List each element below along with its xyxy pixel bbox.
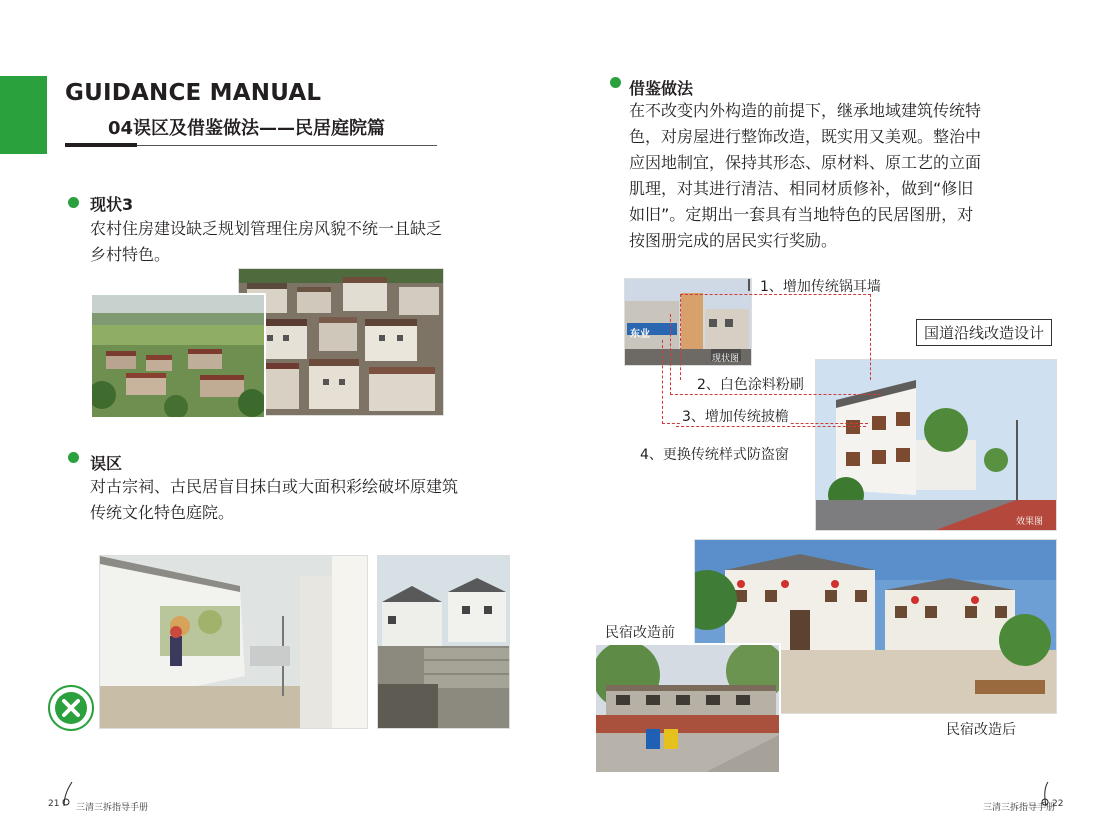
annotation-label-4: 4、更换传统样式防盗窗 — [640, 447, 789, 463]
footer-text-left: 三清三拆指导手册 — [76, 803, 149, 813]
label-tick — [748, 279, 750, 291]
bullet-icon — [68, 452, 79, 463]
manual-title: GUIDANCE MANUAL — [65, 80, 322, 106]
title-divider-accent — [65, 143, 137, 147]
green-tab — [0, 76, 47, 154]
page-number-right: 22 — [1052, 799, 1064, 809]
leaf-icon — [1036, 780, 1052, 808]
footer-text-right: 三清三拆指导手册 — [983, 803, 1056, 813]
callout-line-4 — [676, 426, 866, 427]
section-title: 04误区及借鉴做法——民居庭院篇 — [108, 118, 386, 139]
status-heading: 现状3 — [90, 195, 134, 214]
bullet-icon — [610, 77, 621, 88]
status-text-line: 农村住房建设缺乏规划管理住房风貌不统一且缺乏 — [90, 219, 443, 238]
annotation-label-3: 3、增加传统披檐 — [682, 406, 789, 426]
annotation-label-2: 2、白色涂料粉刷 — [697, 374, 804, 394]
reference-heading: 借鉴做法 — [629, 79, 694, 98]
mistake-text-line: 传统文化特色庭院。 — [90, 503, 235, 522]
mural-wall-photo — [99, 555, 368, 729]
bullet-icon — [68, 197, 79, 208]
leaf-icon — [60, 780, 76, 808]
after-tag: 效果图 — [1016, 517, 1044, 527]
reference-text-line: 肌理，对其进行清洁、相同材质修补，做到“修旧 — [629, 179, 974, 198]
reference-text-line: 按图册完成的居民实行奖励。 — [629, 231, 838, 250]
mistake-text-line: 对古宗祠、古民居盲目抹白或大面积彩绘破坏原建筑 — [90, 477, 459, 496]
white-house-wall-photo — [377, 555, 510, 729]
homestay-before-caption: 民宿改造前 — [605, 625, 675, 641]
page-number-left: 21 — [48, 799, 60, 809]
reference-text-line: 在不改变内外构造的前提下，继承地域建筑传统特 — [629, 101, 982, 120]
homestay-after-caption: 民宿改造后 — [946, 722, 1016, 738]
homestay-before-photo — [594, 643, 781, 774]
annotation-label-1: 1、增加传统锅耳墙 — [760, 279, 881, 295]
before-tag: 现状图 — [712, 354, 740, 364]
x-circle-icon — [48, 685, 94, 731]
reference-text-line: 应因地制宜，保持其形态、原材料、原工艺的立面 — [629, 153, 982, 172]
status-text-line: 乡村特色。 — [90, 245, 171, 264]
shop-sign-text: 东业 — [630, 329, 650, 340]
design-title-box: 国道沿线改造设计 — [916, 319, 1052, 346]
village-rooftops-photo — [238, 268, 444, 416]
reference-text-line: 色，对房屋进行整饰改造，既实用又美观。整治中 — [629, 127, 982, 146]
mistake-heading: 误区 — [90, 454, 123, 473]
village-landscape-photo — [90, 293, 266, 419]
reference-text-line: 如旧”。定期出一套具有当地特色的民居图册，对 — [629, 205, 974, 224]
